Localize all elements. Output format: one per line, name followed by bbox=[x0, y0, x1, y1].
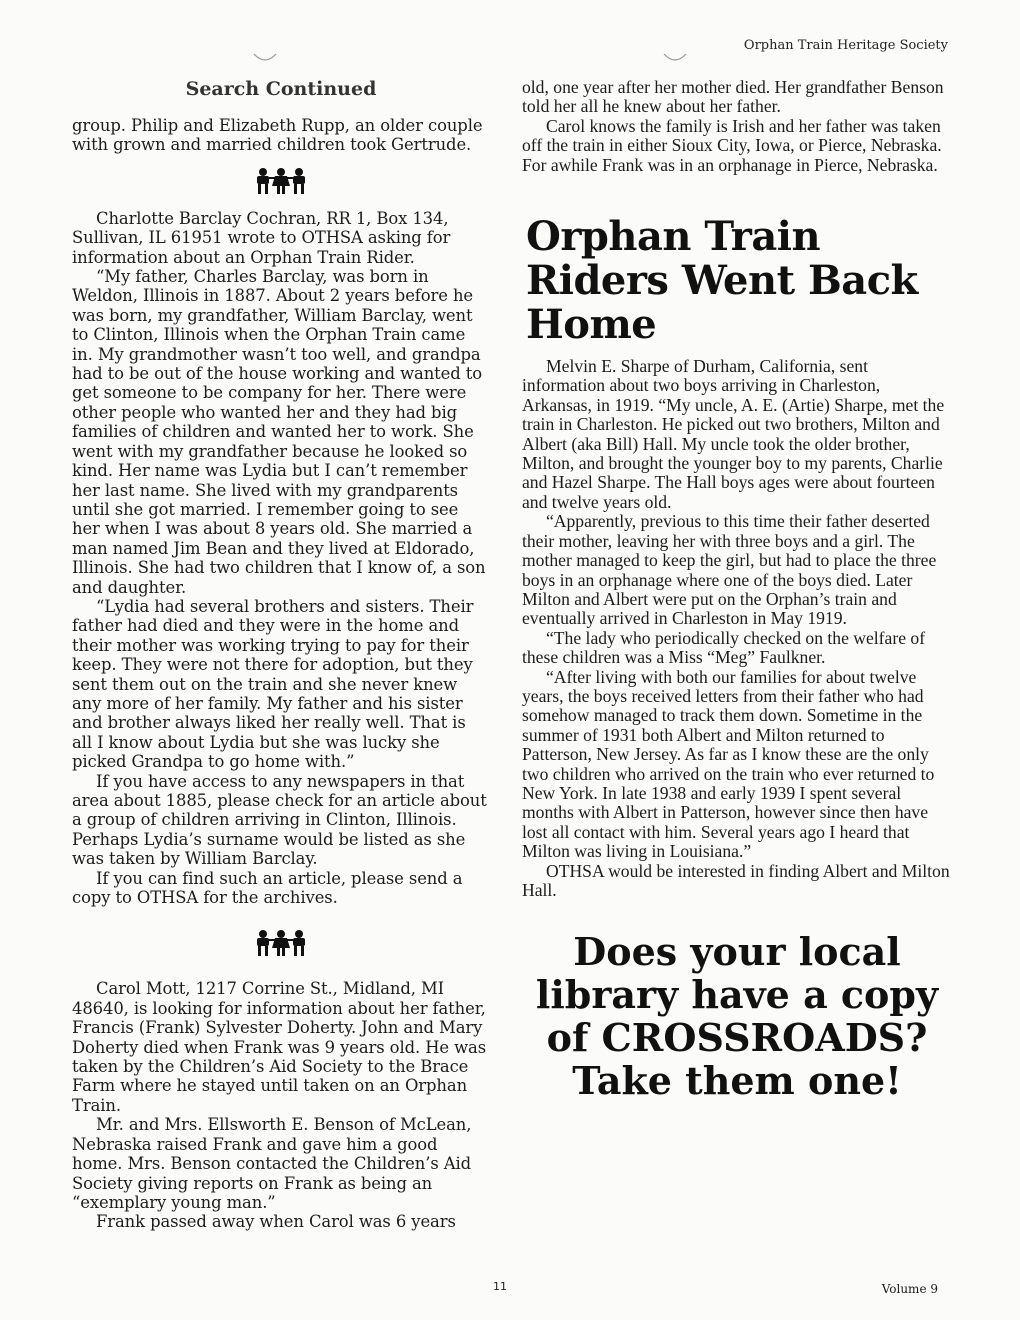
promo-call-to-action: Take them one! bbox=[572, 1058, 902, 1104]
binder-mark-right-icon bbox=[662, 52, 688, 66]
article-paragraph: If you have access to any newspapers in that area about 1885, please check for an article about a group of children arriving in Clinton, Illinois. Perhaps Lydia’s surname would be listed as she was taken by William Barclay. bbox=[72, 771, 487, 869]
article-paragraph: Frank passed away when Carol was 6 years bbox=[96, 1212, 456, 1232]
article-paragraph: Melvin E. Sharpe of Durham, California, sent information about two boys arriving in Charleston, Arkansas, in 1919. “My uncle, A. E. (Artie) Sharpe, met the train in Charleston. He picked out two brothers, Milton and Albert (aka Bill) Hall. My uncle took the older brother, Milton, and brought the younger boy to my parents, Charlie and Hazel Sharpe. The Hall boys ages were about fourteen and twelve years old. bbox=[522, 356, 945, 512]
promo-question: Does your local library have a copy of CROSSROADS? bbox=[535, 929, 939, 1061]
article-paragraph: “My father, Charles Barclay, was born in Weldon, Illinois in 1887. About 2 years before he was born, my grandfather, William Barclay, went to Clinton, Illinois when the Orphan Train came in. My grandmother wasn’t too well, and grandpa had to be out of the house working and wanted to get someone to be company for her. There were other people who wanted her and they had big families of children and wanted her to work. She went with my grandfather because he looked so kind. Her name was Lydia but I can’t remember her last name. She lived with my grandparents until she got married. I remember going to see her when I was about 8 years old. She married a man named Jim Bean and they lived at Eldorado, Illinois. She had two children that I know of, a son and daughter. bbox=[72, 267, 486, 597]
article-paragraph: “Apparently, previous to this time their father deserted their mother, leaving her with three boys and a girl. The mother managed to keep the girl, but had to place the three boys in an orphanage where one of the boys died. Later Milton and Albert were put on the Orphan’s train and eventually arrived in Charleston in May 1919. bbox=[522, 511, 937, 629]
children-figures-divider bbox=[72, 167, 490, 195]
section-title: Search Continued bbox=[185, 78, 377, 100]
article-headline: Orphan Train Riders Went Back Home bbox=[526, 213, 918, 349]
right-column bbox=[522, 78, 952, 1102]
library-promo bbox=[522, 930, 952, 1102]
article-paragraph: “After living with both our families for about twelve years, the boys received letters from their father who had somehow managed to track them down. Sometime in the summer of 1931 both Albert and Milton returned to Patterson, New Jersey. As far as I know these are the only two children who arrived on the train who ever returned to New York. In late 1938 and early 1939 I spent several months with Albert in Patterson, however since then have lost all contact with him. Several years ago I heard that Milton was living in Louisiana.” bbox=[522, 666, 935, 862]
article-paragraph: Carol Mott, 1217 Corrine St., Midland, MI 48640, is looking for information about her father, Francis (Frank) Sylvester Doherty. John and Mary Doherty died when Frank was 9 years old. He was taken by the Children’s Aid Society to the Brace Farm where he stayed until taken on an Orphan Train. bbox=[72, 979, 487, 1115]
page-number: 11 bbox=[493, 1280, 507, 1293]
article-paragraph: Mr. and Mrs. Ellsworth E. Benson of McLean, Nebraska raised Frank and gave him a good home. Mrs. Benson contacted the Children’s Aid Society giving reports on Frank as being an “exemplary young man.” bbox=[72, 1115, 472, 1212]
children-figures-icon bbox=[251, 929, 311, 957]
article-paragraph: Carol knows the family is Irish and her father was taken off the train in either Sioux City, Iowa, or Pierce, Nebraska. For awhile Frank was in an orphanage in Pierce, Nebraska. bbox=[522, 115, 942, 175]
article-paragraph: “The lady who periodically checked on the welfare of these children was a Miss “Meg” Faulkner. bbox=[522, 627, 926, 668]
article-paragraph: OTHSA would be interested in finding Albert and Milton Hall. bbox=[522, 860, 950, 900]
volume-label: Volume 9 bbox=[881, 1282, 938, 1296]
article-paragraph: old, one year after her mother died. Her grandfather Benson told her all he knew about her father. bbox=[522, 77, 944, 117]
left-column bbox=[72, 78, 490, 1232]
society-header: Orphan Train Heritage Society bbox=[743, 38, 948, 53]
binder-mark-left-icon bbox=[252, 52, 278, 66]
children-figures-icon bbox=[251, 167, 311, 195]
article-paragraph: Charlotte Barclay Cochran, RR 1, Box 134, Sullivan, IL 61951 wrote to OTHSA asking for information about an Orphan Train Rider. bbox=[72, 208, 451, 267]
article-paragraph: group. Philip and Elizabeth Rupp, an older couple with grown and married children took Gertrude. bbox=[72, 116, 483, 155]
article-paragraph: If you can find such an article, please send a copy to OTHSA for the archives. bbox=[72, 868, 463, 908]
children-figures-divider bbox=[72, 929, 490, 957]
article-paragraph: “Lydia had several brothers and sisters. Their father had died and they were in the home and their mother was working trying to pay for their keep. They were not there for adoption, but they sent them out on the train and she never knew any more of her family. My father and his sister and brother always liked her really well. That is all I know about Lydia but she was lucky she picked Grandpa to go home with.” bbox=[72, 596, 474, 772]
